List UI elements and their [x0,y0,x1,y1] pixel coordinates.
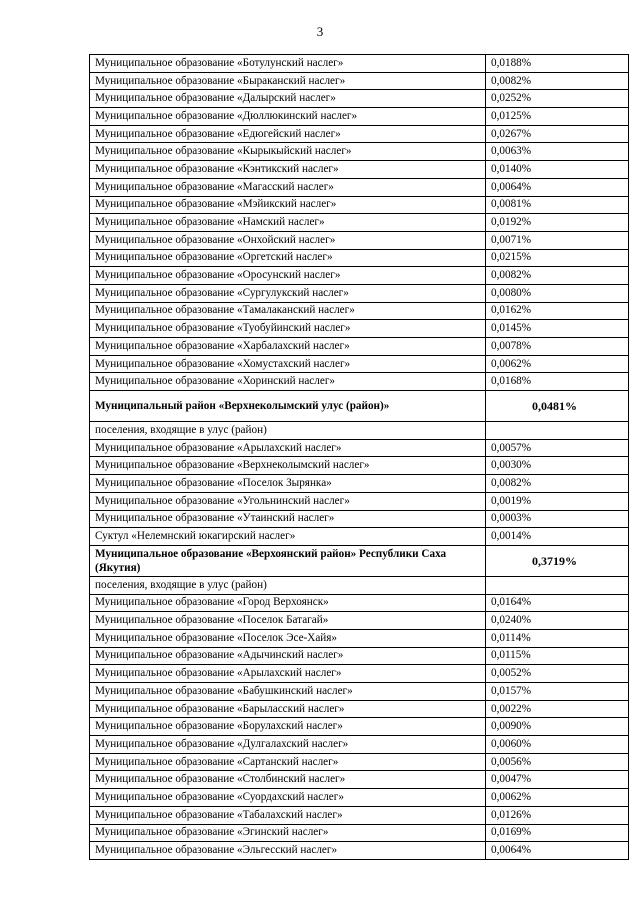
table-row [90,231,629,249]
municipality-name: Муниципальный район «Верхнеколымский улус (район)» [90,391,486,422]
table-row [90,842,629,860]
share-value: 0,0019% [486,492,629,510]
table-row [90,90,629,108]
municipality-name: Муниципальное образование «Угольнинский наслег» [90,492,486,510]
table-row [90,284,629,302]
municipality-name: Муниципальное образование «Хоринский наслег» [90,373,486,391]
municipality-name: Муниципальное образование «Утаинский наслег» [90,510,486,528]
municipality-name: Муниципальное образование «Магасский наслег» [90,178,486,196]
table-row [90,700,629,718]
share-value: 0,0169% [486,824,629,842]
share-value: 0,0252% [486,90,629,108]
table-row [90,594,629,612]
municipality-name: Муниципальное образование «Харбалахский наслег» [90,338,486,356]
municipality-name: Муниципальное образование «Город Верхоянск» [90,594,486,612]
municipality-name: Муниципальное образование «Верхнеколымский наслег» [90,457,486,475]
share-value: 0,0060% [486,736,629,754]
table-row [90,320,629,338]
municipality-name: Муниципальное образование «Ботулунский наслег» [90,55,486,73]
share-value: 0,0162% [486,302,629,320]
municipality-name: Муниципальное образование «Суордахский наслег» [90,789,486,807]
share-value: 0,0080% [486,284,629,302]
table-row [90,178,629,196]
page-number: 3 [316,24,324,39]
share-value: 0,0062% [486,355,629,373]
share-value: 0,3719% [486,545,629,576]
share-value: 0,0014% [486,528,629,546]
municipality-name: Муниципальное образование «Дюллюкинский наслег» [90,108,486,126]
share-value: 0,0140% [486,161,629,179]
municipality-name: Муниципальное образование «Сартанский наслег» [90,753,486,771]
municipality-name: Муниципальное образование «Кэнтикский наслег» [90,161,486,179]
table-row-subheading [90,576,629,594]
share-value: 0,0081% [486,196,629,214]
share-value: 0,0062% [486,789,629,807]
table-row [90,267,629,285]
municipality-name: Муниципальное образование «Борулахский наслег» [90,718,486,736]
table-row [90,806,629,824]
table-row [90,736,629,754]
table-row [90,72,629,90]
share-value [486,576,629,594]
table-row [90,55,629,73]
municipality-name: Муниципальное образование «Арылахский наслег» [90,665,486,683]
municipality-name: поселения, входящие в улус (район) [90,576,486,594]
table-row [90,683,629,701]
share-value: 0,0082% [486,72,629,90]
table-row [90,214,629,232]
share-value: 0,0082% [486,475,629,493]
table-row [90,665,629,683]
municipality-name: Муниципальное образование «Арылахский наслег» [90,439,486,457]
share-value: 0,0215% [486,249,629,267]
share-value: 0,0157% [486,683,629,701]
share-value: 0,0168% [486,373,629,391]
municipality-name: Суктул «Нелемнский юкагирский наслег» [90,528,486,546]
table-row [90,629,629,647]
table-row [90,475,629,493]
municipality-name: Муниципальное образование «Сургулукский наслег» [90,284,486,302]
municipality-name: Муниципальное образование «Эгинский наслег» [90,824,486,842]
municipality-name: Муниципальное образование «Поселок Батагай» [90,612,486,630]
share-value: 0,0188% [486,55,629,73]
table-row [90,196,629,214]
municipality-name: Муниципальное образование «Мэйикский наслег» [90,196,486,214]
table-row [90,373,629,391]
table-row [90,771,629,789]
share-value: 0,0056% [486,753,629,771]
municipality-name: Муниципальное образование «Быраканский наслег» [90,72,486,90]
table-row [90,612,629,630]
table-row [90,753,629,771]
share-value: 0,0114% [486,629,629,647]
table-row [90,161,629,179]
municipality-name: Муниципальное образование «Оросунский наслег» [90,267,486,285]
municipality-name: поселения, входящие в улус (район) [90,422,486,440]
share-value: 0,0126% [486,806,629,824]
table-row [90,824,629,842]
share-value: 0,0125% [486,108,629,126]
municipality-name: Муниципальное образование «Барыласский наслег» [90,700,486,718]
share-value: 0,0078% [486,338,629,356]
municipality-name: Муниципальное образование «Кырыкыйский наслег» [90,143,486,161]
share-value: 0,0064% [486,178,629,196]
table-row-district [90,545,629,576]
table-row [90,439,629,457]
share-value: 0,0145% [486,320,629,338]
table-row [90,249,629,267]
table-row [90,528,629,546]
share-value: 0,0090% [486,718,629,736]
table-row [90,302,629,320]
share-value: 0,0115% [486,647,629,665]
table-row [90,355,629,373]
share-value: 0,0481% [486,391,629,422]
municipality-name: Муниципальное образование «Хомустахский наслег» [90,355,486,373]
table-row [90,108,629,126]
share-value: 0,0064% [486,842,629,860]
municipality-name: Муниципальное образование «Поселок Зырянка» [90,475,486,493]
share-value: 0,0192% [486,214,629,232]
table-row-subheading [90,422,629,440]
table-row [90,143,629,161]
share-value: 0,0022% [486,700,629,718]
municipality-name: Муниципальное образование «Адычинский наслег» [90,647,486,665]
share-value [486,422,629,440]
share-value: 0,0057% [486,439,629,457]
table-row [90,492,629,510]
share-value: 0,0052% [486,665,629,683]
shares-table [89,54,629,860]
share-value: 0,0240% [486,612,629,630]
share-value: 0,0047% [486,771,629,789]
municipality-name: Муниципальное образование «Верхоянский район» Республики Саха (Якутия) [90,545,486,576]
municipality-name: Муниципальное образование «Оргетский наслег» [90,249,486,267]
table-row-district [90,391,629,422]
municipality-name: Муниципальное образование «Дулгалахский наслег» [90,736,486,754]
municipality-name: Муниципальное образование «Тамалаканский наслег» [90,302,486,320]
table-row [90,718,629,736]
share-value: 0,0030% [486,457,629,475]
share-value: 0,0071% [486,231,629,249]
table-row [90,125,629,143]
municipality-name: Муниципальное образование «Поселок Эсе-Хайя» [90,629,486,647]
share-value: 0,0267% [486,125,629,143]
municipality-name: Муниципальное образование «Столбинский наслег» [90,771,486,789]
table-row [90,789,629,807]
municipality-name: Муниципальное образование «Эльгесский наслег» [90,842,486,860]
table-row [90,457,629,475]
share-value: 0,0063% [486,143,629,161]
municipality-name: Муниципальное образование «Онхойский наслег» [90,231,486,249]
table-row [90,647,629,665]
share-value: 0,0164% [486,594,629,612]
share-value: 0,0082% [486,267,629,285]
share-value: 0,0003% [486,510,629,528]
table-row [90,338,629,356]
municipality-name: Муниципальное образование «Едюгейский наслег» [90,125,486,143]
table-body [90,55,629,860]
table-row [90,510,629,528]
municipality-name: Муниципальное образование «Намский наслег» [90,214,486,232]
municipality-name: Муниципальное образование «Туобуйинский наслег» [90,320,486,338]
municipality-name: Муниципальное образование «Бабушкинский наслег» [90,683,486,701]
municipality-name: Муниципальное образование «Табалахский наслег» [90,806,486,824]
municipality-name: Муниципальное образование «Далырский наслег» [90,90,486,108]
